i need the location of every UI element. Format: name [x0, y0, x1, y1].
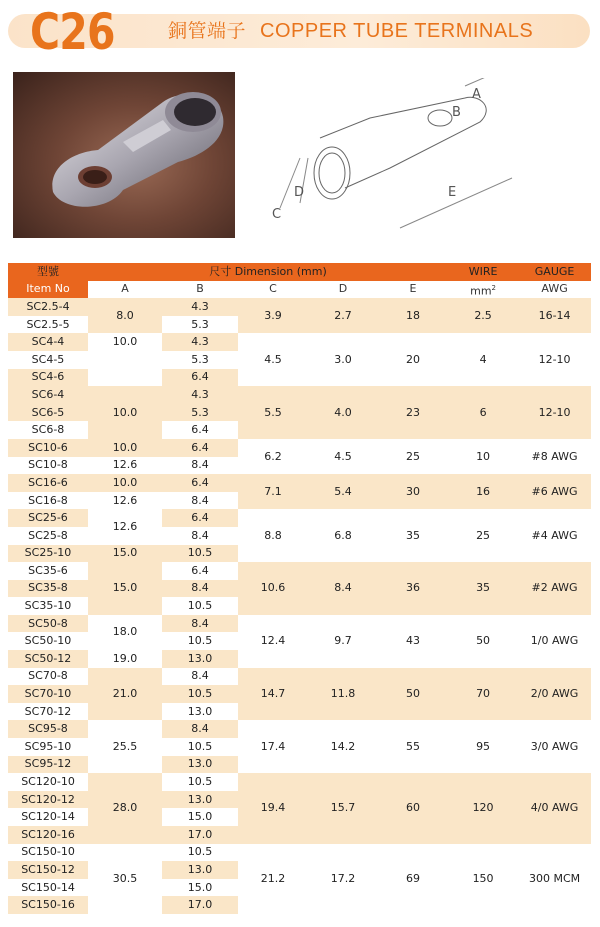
awg-header: AWG	[518, 281, 591, 299]
item-no-cell: SC70-8	[8, 668, 88, 686]
a-cell: 18.0	[88, 615, 162, 650]
e-cell: 69	[378, 844, 448, 914]
wire-cell: 70	[448, 668, 518, 721]
b-cell: 10.5	[162, 685, 238, 703]
item-no-cell: SC2.5-4	[8, 298, 88, 316]
e-cell: 20	[378, 333, 448, 386]
table-row	[8, 844, 591, 862]
b-cell: 6.4	[162, 421, 238, 439]
gauge-header: GAUGE	[518, 263, 591, 281]
e-cell: 30	[378, 474, 448, 509]
copper-terminal-photo-icon	[13, 72, 235, 238]
b-cell: 6.4	[162, 439, 238, 457]
wire-unit-superscript: 2	[491, 283, 497, 292]
item-no-cell: SC10-8	[8, 457, 88, 475]
a-cell: 21.0	[88, 668, 162, 721]
a-cell: 12.6	[88, 492, 162, 510]
c-cell: 3.9	[238, 298, 308, 333]
a-cell: 30.5	[88, 844, 162, 914]
dimension-diagram	[250, 78, 590, 238]
b-cell: 8.4	[162, 492, 238, 510]
item-no-cell: SC95-10	[8, 738, 88, 756]
product-photo	[13, 72, 235, 238]
a-cell: 10.0	[88, 439, 162, 457]
e-cell: 25	[378, 439, 448, 474]
item-no-cell: SC2.5-5	[8, 316, 88, 334]
item-no-cell: SC70-10	[8, 685, 88, 703]
product-code: C26	[30, 3, 115, 61]
b-header: B	[162, 281, 238, 299]
b-cell: 13.0	[162, 791, 238, 809]
d-cell: 8.4	[308, 562, 378, 615]
item-no-cell: SC25-8	[8, 527, 88, 545]
item-no-cell: SC35-6	[8, 562, 88, 580]
c-cell: 8.8	[238, 509, 308, 562]
b-cell: 15.0	[162, 879, 238, 897]
b-cell: 5.3	[162, 404, 238, 422]
c-cell: 10.6	[238, 562, 308, 615]
gauge-cell: 12-10	[518, 386, 591, 439]
a-cell: 19.0	[88, 650, 162, 668]
b-cell: 8.4	[162, 720, 238, 738]
gauge-cell: 2/0 AWG	[518, 668, 591, 721]
c-cell: 12.4	[238, 615, 308, 668]
gauge-cell: 4/0 AWG	[518, 773, 591, 843]
d-cell: 5.4	[308, 474, 378, 509]
c-cell: 5.5	[238, 386, 308, 439]
b-cell: 6.4	[162, 509, 238, 527]
a-cell: 10.0	[88, 386, 162, 439]
c-cell: 6.2	[238, 439, 308, 474]
item-no-cell: SC50-10	[8, 632, 88, 650]
d-cell: 15.7	[308, 773, 378, 843]
item-no-cell: SC35-8	[8, 580, 88, 598]
label-d: D	[294, 185, 305, 200]
e-header: E	[378, 281, 448, 299]
item-no-cell: SC16-6	[8, 474, 88, 492]
item-no-cell: SC50-12	[8, 650, 88, 668]
item-no-cell: SC50-8	[8, 615, 88, 633]
d-cell: 9.7	[308, 615, 378, 668]
a-cell: 15.0	[88, 545, 162, 563]
d-cell: 4.5	[308, 439, 378, 474]
header-row-1	[8, 263, 591, 281]
b-cell: 15.0	[162, 808, 238, 826]
item-no-cell: SC16-8	[8, 492, 88, 510]
wire-cell: 6	[448, 386, 518, 439]
b-cell: 13.0	[162, 861, 238, 879]
a-cell	[88, 351, 162, 386]
item-no-cell: SC120-12	[8, 791, 88, 809]
gauge-cell: 12-10	[518, 333, 591, 386]
item-no-cell: SC120-14	[8, 808, 88, 826]
item-no-cell: SC4-5	[8, 351, 88, 369]
item-no-header: Item No	[8, 281, 88, 299]
b-cell: 10.5	[162, 773, 238, 791]
title-english: COPPER TUBE TERMINALS	[260, 20, 534, 42]
item-no-cell: SC4-4	[8, 333, 88, 351]
b-cell: 13.0	[162, 703, 238, 721]
gauge-cell: #6 AWG	[518, 474, 591, 509]
header-banner	[0, 0, 600, 64]
item-no-cell: SC120-16	[8, 826, 88, 844]
wire-cell: 2.5	[448, 298, 518, 333]
label-b: B	[452, 105, 461, 120]
item-no-cell: SC25-6	[8, 509, 88, 527]
item-no-cell: SC150-10	[8, 844, 88, 862]
a-cell: 12.6	[88, 457, 162, 475]
gauge-cell: 3/0 AWG	[518, 720, 591, 773]
a-cell: 10.0	[88, 474, 162, 492]
wire-cell: 50	[448, 615, 518, 668]
b-cell: 17.0	[162, 896, 238, 914]
b-cell: 10.5	[162, 545, 238, 563]
table-row	[8, 562, 591, 580]
table-row	[8, 773, 591, 791]
d-cell: 6.8	[308, 509, 378, 562]
e-cell: 36	[378, 562, 448, 615]
b-cell: 6.4	[162, 562, 238, 580]
label-e: E	[448, 185, 457, 200]
label-c: C	[272, 207, 282, 222]
spec-table	[8, 263, 591, 914]
wire-cell: 4	[448, 333, 518, 386]
item-no-cell: SC6-5	[8, 404, 88, 422]
table-row	[8, 333, 591, 351]
item-no-cell: SC4-6	[8, 369, 88, 387]
c-cell: 14.7	[238, 668, 308, 721]
d-cell: 2.7	[308, 298, 378, 333]
c-cell: 7.1	[238, 474, 308, 509]
item-no-cell: SC95-12	[8, 756, 88, 774]
c-cell: 19.4	[238, 773, 308, 843]
wire-unit-header	[448, 281, 518, 299]
b-cell: 10.5	[162, 738, 238, 756]
item-no-cell: SC150-16	[8, 896, 88, 914]
gauge-cell: #4 AWG	[518, 509, 591, 562]
e-cell: 55	[378, 720, 448, 773]
item-no-cell: SC10-6	[8, 439, 88, 457]
d-cell: 4.0	[308, 386, 378, 439]
wire-header: WIRE	[448, 263, 518, 281]
b-cell: 6.4	[162, 369, 238, 387]
a-header: A	[88, 281, 162, 299]
b-cell: 8.4	[162, 615, 238, 633]
wire-cell: 16	[448, 474, 518, 509]
wire-cell: 150	[448, 844, 518, 914]
table-row	[8, 615, 591, 633]
wire-cell: 120	[448, 773, 518, 843]
gauge-cell: #2 AWG	[518, 562, 591, 615]
b-cell: 8.4	[162, 580, 238, 598]
a-cell: 25.5	[88, 720, 162, 773]
b-cell: 10.5	[162, 597, 238, 615]
gauge-cell: 16-14	[518, 298, 591, 333]
b-cell: 13.0	[162, 650, 238, 668]
table-row	[8, 720, 591, 738]
table-row	[8, 509, 591, 527]
gauge-cell: 300 MCM	[518, 844, 591, 914]
e-cell: 43	[378, 615, 448, 668]
table-row	[8, 668, 591, 686]
wire-cell: 25	[448, 509, 518, 562]
b-cell: 4.3	[162, 386, 238, 404]
a-cell: 15.0	[88, 562, 162, 615]
e-cell: 18	[378, 298, 448, 333]
gauge-cell: 1/0 AWG	[518, 615, 591, 668]
a-cell: 12.6	[88, 509, 162, 544]
c-cell: 4.5	[238, 333, 308, 386]
table-row	[8, 474, 591, 492]
b-cell: 17.0	[162, 826, 238, 844]
dimension-header: 尺寸 Dimension (mm)	[88, 263, 448, 281]
table-row	[8, 298, 591, 316]
item-no-cell: SC70-12	[8, 703, 88, 721]
c-header: C	[238, 281, 308, 299]
e-cell: 50	[378, 668, 448, 721]
item-no-cell: SC6-8	[8, 421, 88, 439]
header-row-2	[8, 281, 591, 299]
item-no-cell: SC35-10	[8, 597, 88, 615]
a-cell: 8.0	[88, 298, 162, 333]
b-cell: 8.4	[162, 457, 238, 475]
a-cell: 28.0	[88, 773, 162, 843]
b-cell: 4.3	[162, 298, 238, 316]
b-cell: 6.4	[162, 474, 238, 492]
a-cell: 10.0	[88, 333, 162, 351]
b-cell: 4.3	[162, 333, 238, 351]
b-cell: 5.3	[162, 316, 238, 334]
c-cell: 21.2	[238, 844, 308, 914]
label-a: A	[472, 87, 481, 102]
d-cell: 14.2	[308, 720, 378, 773]
e-cell: 60	[378, 773, 448, 843]
model-header: 型號	[8, 263, 88, 281]
item-no-cell: SC25-10	[8, 545, 88, 563]
wire-cell: 10	[448, 439, 518, 474]
b-cell: 13.0	[162, 756, 238, 774]
b-cell: 10.5	[162, 844, 238, 862]
page-title	[168, 19, 533, 43]
d-cell: 11.8	[308, 668, 378, 721]
c-cell: 17.4	[238, 720, 308, 773]
item-no-cell: SC95-8	[8, 720, 88, 738]
wire-cell: 95	[448, 720, 518, 773]
wire-unit: mm	[470, 284, 492, 298]
d-header: D	[308, 281, 378, 299]
b-cell: 10.5	[162, 632, 238, 650]
item-no-cell: SC150-14	[8, 879, 88, 897]
wire-cell: 35	[448, 562, 518, 615]
table-row	[8, 386, 591, 404]
d-cell: 3.0	[308, 333, 378, 386]
spec-body	[8, 298, 591, 914]
d-cell: 17.2	[308, 844, 378, 914]
gauge-cell: #8 AWG	[518, 439, 591, 474]
title-chinese: 銅管端子	[168, 20, 247, 42]
table-row	[8, 439, 591, 457]
e-cell: 23	[378, 386, 448, 439]
b-cell: 5.3	[162, 351, 238, 369]
item-no-cell: SC6-4	[8, 386, 88, 404]
e-cell: 35	[378, 509, 448, 562]
b-cell: 8.4	[162, 527, 238, 545]
item-no-cell: SC150-12	[8, 861, 88, 879]
b-cell: 8.4	[162, 668, 238, 686]
item-no-cell: SC120-10	[8, 773, 88, 791]
